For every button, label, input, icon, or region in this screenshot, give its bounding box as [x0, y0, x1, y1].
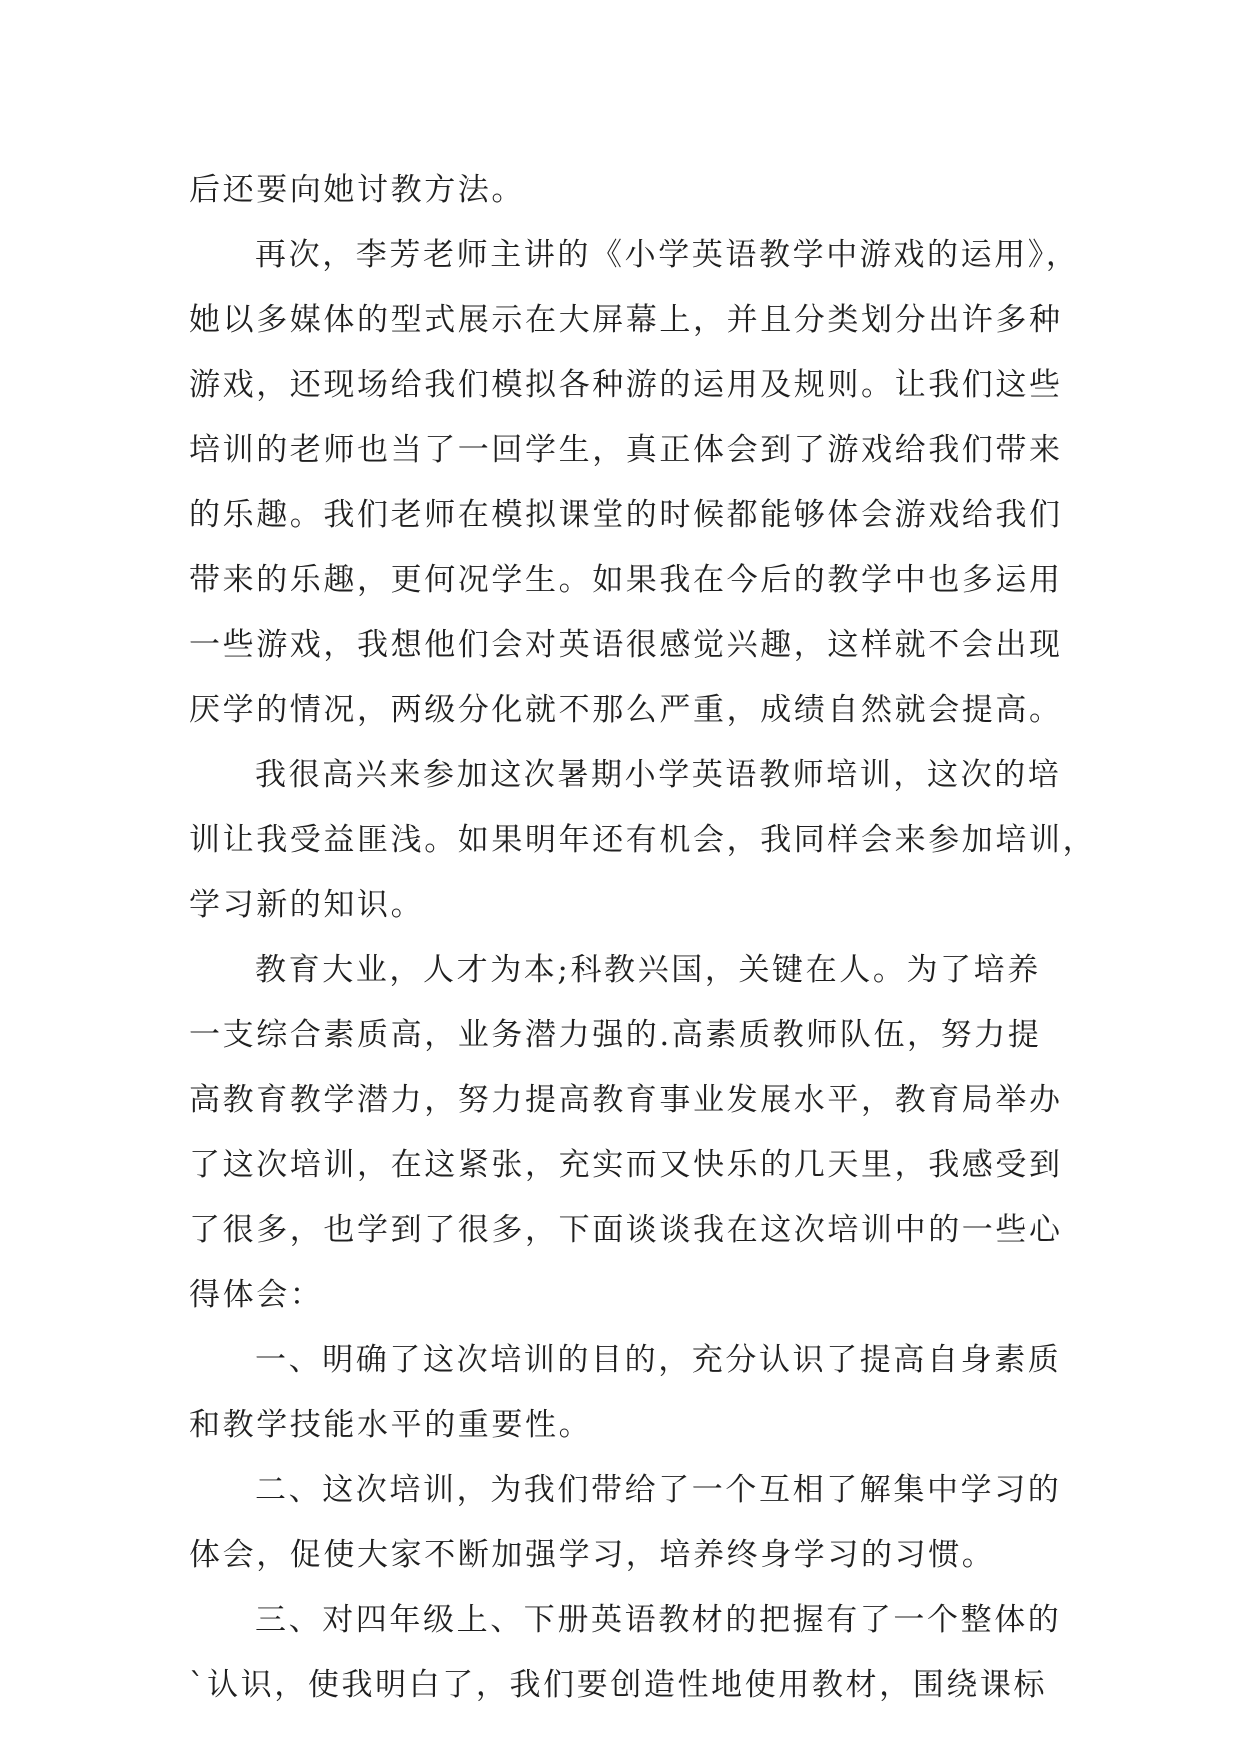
text-line: 后还要向她讨教方法。: [189, 172, 525, 208]
text-line: 一支综合素质高，业务潜力强的.高素质教师队伍，努力提: [189, 1017, 1042, 1053]
paragraph-start-line: 我很高兴来参加这次暑期小学英语教师培训，这次的培: [255, 757, 1062, 793]
text-line: 她以多媒体的型式展示在大屏幕上，并且分类划分出许多种: [189, 302, 1063, 338]
text-line: 游戏，还现场给我们模拟各种游的运用及规则。让我们这些: [189, 367, 1063, 403]
text-line: 和教学技能水平的重要性。: [189, 1407, 593, 1443]
text-line: 体会，促使大家不断加强学习，培养终身学习的习惯。: [189, 1537, 996, 1573]
paragraph-start-line: 教育大业，人才为本;科教兴国，关键在人。为了培养: [255, 952, 1041, 988]
text-line: `认识，使我明白了，我们要创造性地使用教材，围绕课标: [189, 1667, 1048, 1703]
text-line: 带来的乐趣，更何况学生。如果我在今后的教学中也多运用: [189, 562, 1063, 598]
text-line: 高教育教学潜力，努力提高教育事业发展水平，教育局举办: [189, 1082, 1063, 1118]
document-body: [189, 158, 1097, 1718]
paragraph-start-line: 一、明确了这次培训的目的，充分认识了提高自身素质: [255, 1342, 1062, 1378]
text-line: 了这次培训，在这紧张，充实而又快乐的几天里，我感受到: [189, 1147, 1063, 1183]
text-line: 厌学的情况，两级分化就不那么严重，成绩自然就会提高。: [189, 692, 1063, 728]
text-line: 训让我受益匪浅。如果明年还有机会，我同样会来参加培训，: [189, 822, 1097, 858]
text-line: 培训的老师也当了一回学生，真正体会到了游戏给我们带来: [189, 432, 1063, 468]
paragraph-start-line: 再次，李芳老师主讲的《小学英语教学中游戏的运用》，: [255, 237, 1080, 273]
text-line: 学习新的知识。: [189, 887, 425, 923]
text-line: 一些游戏，我想他们会对英语很感觉兴趣，这样就不会出现: [189, 627, 1063, 663]
text-line: 的乐趣。我们老师在模拟课堂的时候都能够体会游戏给我们: [189, 497, 1063, 533]
text-line: 得体会：: [189, 1277, 324, 1313]
paragraph-start-line: 三、对四年级上、下册英语教材的把握有了一个整体的: [255, 1602, 1062, 1638]
text-line: 了很多，也学到了很多，下面谈谈我在这次培训中的一些心: [189, 1212, 1063, 1248]
paragraph-start-line: 二、这次培训，为我们带给了一个互相了解集中学习的: [255, 1472, 1062, 1508]
